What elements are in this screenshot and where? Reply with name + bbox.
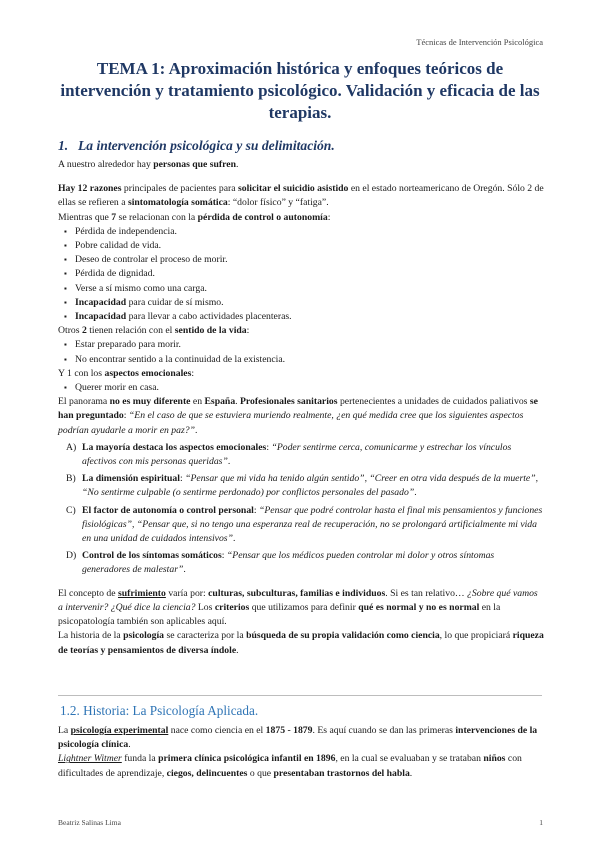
text-run: se relacionan con la [116, 211, 198, 223]
text-run: : [266, 441, 272, 453]
text-run: para cuidar de sí mismo. [126, 296, 224, 308]
bold-run: Incapacidad [75, 296, 127, 308]
text-run: . [235, 396, 241, 408]
footer-page-number: 1 [539, 818, 543, 827]
bold-run: Hay 12 razones [58, 183, 122, 195]
text-run: Pérdida de independencia. [75, 225, 177, 237]
text-run: principales de pacientes para [121, 183, 238, 195]
text-run: varía por: [165, 587, 209, 599]
bold-run: 1875 - 1879 [265, 725, 313, 736]
text-run: : [191, 367, 195, 379]
bold-run: riqueza de teorías y pensamientos de diversa índole [58, 630, 544, 656]
meaning-list [58, 338, 544, 366]
section-divider [58, 695, 542, 696]
bold-run: personas que sufren [153, 159, 236, 170]
bold-run: qué es normal y no es normal [358, 601, 480, 613]
bold-run: no es muy diferente [109, 396, 191, 408]
text-run: Verse a sí mismo como una carga. [75, 282, 207, 294]
list-item: ▪ Querer morir en casa. [58, 381, 544, 395]
bold-run: El factor de autonomía o control personal [82, 504, 254, 516]
text-run: . [414, 487, 417, 499]
bold-run: España [204, 396, 236, 408]
bold-run: primera clínica psicológica infantil en 1896 [158, 753, 336, 765]
bold-run: psicología [123, 630, 165, 642]
text-run: se caracteriza por la [164, 630, 247, 642]
list-item: ▪ Estar preparado para morir. [58, 338, 544, 352]
bold-run: presentaban trastornos del habla [273, 767, 410, 779]
text-run: : [123, 410, 129, 422]
text-run: Deseo de controlar el proceso de morir. [75, 254, 228, 266]
text-run: Y 1 con los [58, 367, 105, 379]
bold-run: criterios [214, 601, 250, 613]
footer-author: Beatriz Salinas Lima [58, 818, 121, 827]
history-paragraph [58, 629, 544, 657]
text-run: Pérdida de dignidad. [75, 268, 155, 280]
underlined-run: psicología experimental [70, 725, 169, 736]
text-run: : [327, 211, 331, 223]
text-run: en [190, 396, 205, 408]
emotional-intro [58, 367, 544, 381]
italic-quote: “Pensar que mi vida ha tenido algún sentido”, “Creer en otra vida después de la muerte”, “No sentirme culpable (o sentirme perdonado) por conflictos personales del pasado” [82, 473, 539, 499]
text-run: : [246, 325, 250, 337]
meaning-intro [58, 324, 544, 338]
italic-quote: “Poder sentirme cerca, comunicarme y estrechar los vínculos afectivos con mis personas queridas” [82, 441, 512, 468]
text-run: . [227, 456, 231, 468]
bold-run: Profesionales sanitarios [240, 396, 338, 408]
aspects-list [58, 441, 544, 578]
section-1-2-heading: 1.2. Historia: La Psicología Aplicada. [60, 703, 259, 718]
text-run: El concepto de [58, 587, 118, 599]
text-run: La [58, 725, 71, 736]
text-run: Los [195, 601, 215, 613]
bold-run: solicitar el suicidio asistido [237, 183, 349, 195]
bold-run: ciegos, delincuentes [166, 767, 248, 779]
text-run: El panorama [58, 396, 110, 408]
text-run: . Si es tan relativo… [385, 587, 468, 599]
item-label: A) [66, 441, 77, 453]
bold-run: niños [483, 753, 506, 765]
text-run: con dificultades de aprendizaje, [58, 753, 522, 779]
reasons-paragraph [58, 182, 544, 210]
text-run: nace como ciencia en el [168, 725, 266, 736]
list-item [58, 239, 544, 253]
document-title: TEMA 1: Aproximación histórica y enfoques teóricos de intervención y tratamiento psicológico. Validación y eficacia de las terapias. [60, 59, 540, 122]
text-run: . [183, 564, 186, 576]
aspect-item [58, 504, 544, 547]
text-run: A nuestro alrededor hay [58, 159, 154, 170]
emotional-list [58, 381, 544, 395]
bold-run: culturas, subculturas, familias e individuos [208, 587, 386, 599]
aspect-item [58, 441, 544, 469]
text-run: para llevar a cabo actividades placenteras. [126, 311, 292, 323]
list-item [58, 296, 544, 310]
item-label: C) [66, 504, 76, 516]
text-run: . Es aquí cuando se dan las primeras [312, 725, 456, 736]
spain-paragraph [58, 395, 544, 438]
text-run: : [253, 504, 259, 516]
list-item: ▪ No encontrar sentido a la continuidad de la existencia. [58, 353, 544, 367]
bold-run: pérdida de control o autonomía [197, 211, 328, 223]
item-label: B) [66, 473, 76, 485]
text-run: Pobre calidad de vida. [75, 240, 162, 252]
section-1-heading [58, 136, 544, 156]
text-run: . [194, 424, 198, 436]
bold-run: se han preguntado [58, 396, 538, 422]
bold-run: 2 [81, 325, 87, 337]
aspect-item [58, 549, 544, 577]
section-number: 1. [58, 138, 69, 153]
text-run: : “dolor físico” y “fatiga”. [227, 197, 329, 209]
text-run: Mientras que [58, 211, 112, 223]
aspect-item [58, 472, 544, 500]
text-run: pertenecientes a unidades de cuidados paliativos [337, 396, 530, 408]
text-run: tienen relación con el [86, 325, 175, 337]
text-run: : [179, 473, 186, 485]
text-run: en la psicopatología también son aplicables aquí. [58, 601, 501, 628]
text-run: La historia de la [58, 630, 124, 642]
bold-run: La mayoría destaca los aspectos emocionales [82, 441, 267, 453]
italic-run: ¿Sobre qué vamos a intervenir? ¿Qué dice la ciencia? [58, 587, 538, 613]
control-list [58, 225, 544, 324]
text-run: Otros [58, 325, 82, 337]
list-item [58, 310, 544, 324]
list-item [58, 282, 544, 296]
italic-quote: “En el caso de que se estuviera muriendo realmente, ¿en qué medida cree que los siguientes aspectos podrían ayudarle a morir en paz?” [58, 410, 524, 436]
italic-underlined-run: Lightner Witmer [58, 753, 122, 765]
witmer-paragraph [58, 752, 544, 780]
underlined-run: sufrimiento [117, 587, 166, 599]
text-run: o que [247, 767, 274, 779]
text-run: , en la cual se evaluaban y se trataban [335, 753, 484, 765]
running-header: Técnicas de Intervención Psicológica [416, 37, 543, 47]
text-run: que utilizamos para definir [249, 601, 359, 613]
bold-run: 7 [111, 211, 117, 223]
text-run: . [232, 533, 236, 545]
bold-run: sentido de la vida [174, 325, 247, 337]
bold-run: Control de los síntomas somáticos [82, 550, 222, 562]
intro-paragraph [58, 158, 544, 172]
bold-run: Incapacidad [75, 311, 127, 323]
item-label: D) [66, 550, 77, 562]
bold-run: sintomatología somática [127, 197, 228, 209]
text-run: . [236, 644, 239, 656]
text-run: : [221, 550, 227, 562]
bold-run: búsqueda de su propia validación como ciencia [246, 630, 440, 642]
suffering-paragraph [58, 587, 544, 630]
text-run: . [409, 767, 413, 779]
text-run: , lo que propiciará [439, 630, 513, 642]
experimental-paragraph [58, 724, 544, 752]
italic-quote: “Pensar que los médicos pueden controlar mi dolor y otros síntomas generadores de malestar” [82, 550, 495, 576]
bold-run: aspectos emocionales [104, 367, 192, 379]
italic-quote: “Pensar que podré controlar hasta el final mis pensamientos y funciones fisiológicas”, “Pensar que, si no tengo una esperanza real de recuperación, no se prolongará artificialmente mi vida en una unidad de cuidados intensivos” [82, 504, 543, 545]
text-run: . [128, 739, 131, 751]
list-item [58, 253, 544, 267]
list-item [58, 267, 544, 281]
section-title: La intervención psicológica y su delimitación. [78, 138, 335, 153]
text-run: funda la [121, 753, 159, 765]
control-intro [58, 211, 544, 225]
section-1-body [58, 136, 544, 658]
bold-run: intervenciones de la psicología clínica [58, 725, 538, 751]
section-1-2-body [58, 724, 544, 781]
bold-run: La dimensión espiritual [82, 473, 180, 485]
text-run: . [235, 159, 239, 170]
list-item [58, 225, 544, 239]
text-run: en el estado norteamericano de Oregón. Sólo 2 de ellas se refieren a [58, 183, 544, 209]
